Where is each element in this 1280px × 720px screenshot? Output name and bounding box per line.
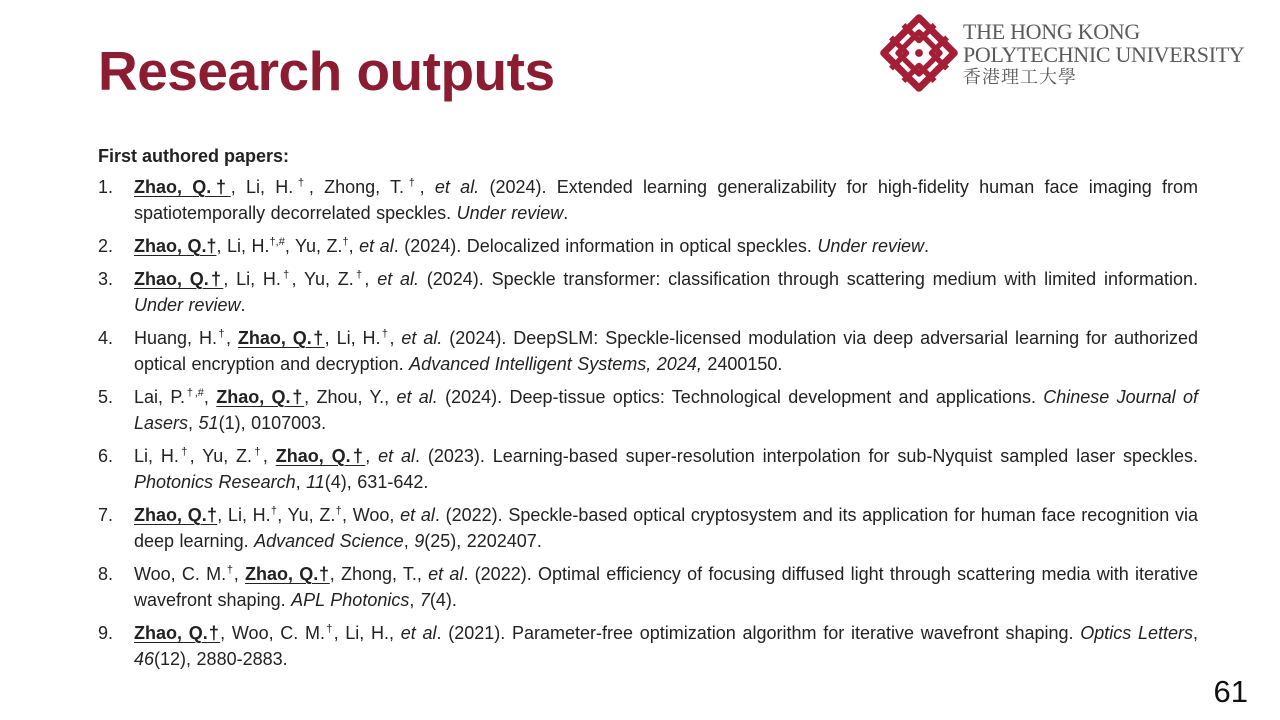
citation-text: . (240, 295, 246, 315)
citation-text: . (2023). Learning-based super-resolution interpolation for sub-Nyquist sampled laser speckles. (415, 446, 1199, 466)
affiliation-mark: † (226, 564, 234, 576)
reference-number: 3. (98, 269, 114, 289)
italic-text: 51 (198, 413, 219, 433)
citation-text: , (364, 269, 378, 289)
affiliation-mark: † (380, 328, 390, 340)
section-heading: First authored papers: (98, 146, 290, 166)
reference-text (134, 443, 1198, 495)
citation-text: , Yu, Z. (284, 236, 343, 256)
reference-number: 6. (98, 446, 114, 466)
highlighted-author: Zhao, Q.† (245, 564, 330, 584)
citation-text: , (233, 564, 245, 584)
reference-item (98, 266, 1198, 318)
italic-text: APL Photonics (291, 590, 410, 610)
logo-line-2: POLYTECHNIC UNIVERSITY (963, 42, 1245, 67)
citation-text: , Li, H. (230, 177, 294, 197)
italic-text: Under review (456, 203, 564, 223)
reference-item (98, 502, 1198, 554)
citation-text: . (923, 236, 929, 256)
page-number: 61 (1213, 674, 1248, 709)
citation-text: (4), 631-642. (324, 472, 429, 492)
logo-line-1: THE HONG KONG (963, 19, 1140, 44)
reference-text (134, 561, 1198, 613)
reference-number: 2. (98, 236, 114, 256)
italic-text: 7 (419, 590, 430, 610)
highlighted-author: Zhao, Q.† (134, 236, 217, 256)
affiliation-mark: † (280, 269, 292, 281)
reference-text (134, 174, 1198, 226)
italic-text: Chinese Journal of Lasers (134, 387, 1198, 433)
highlighted-author: Zhao, Q.† (134, 177, 231, 197)
logo-line-3: 香港理工大學 (963, 67, 1077, 88)
citation-text: (2024). DeepSLM: Speckle-licensed modulation via deep adversarial learning for authorized optical encryption and decryption. (134, 328, 1199, 374)
affiliation-mark: † (404, 177, 420, 189)
affiliation-mark: † (325, 623, 334, 635)
citation-text: , Li, H. (216, 236, 270, 256)
affiliation-mark: † (270, 505, 278, 517)
italic-text: Photonics Research (134, 472, 296, 492)
citation-text: Huang, H. (134, 328, 217, 348)
reference-text (134, 233, 1198, 259)
reference-item (98, 384, 1198, 436)
citation-text: (12), 2880-2883. (154, 649, 288, 669)
citation-text: , Woo, C. M. (220, 623, 326, 643)
highlighted-author: Zhao, Q.† (216, 387, 305, 407)
citation-text: , Zhou, Y., (304, 387, 397, 407)
italic-text: et al (400, 505, 435, 525)
reference-number: 7. (98, 505, 114, 525)
reference-list (98, 174, 1198, 672)
reference-text (134, 620, 1198, 672)
citation-text: , (188, 413, 199, 433)
citation-text: , Yu, Z. (291, 269, 354, 289)
highlighted-author: Zhao, Q.† (275, 446, 366, 466)
citation-text: , (409, 590, 420, 610)
citation-text: (2024). Deep-tissue optics: Technological development and applications. (437, 387, 1044, 407)
highlighted-author: Zhao, Q.† (237, 328, 325, 348)
reference-number: 1. (98, 177, 114, 197)
citation-text: , (225, 328, 238, 348)
citation-text: (25), 2202407. (424, 531, 542, 551)
citation-text: Woo, C. M. (134, 564, 227, 584)
reference-item (98, 561, 1198, 613)
reference-text (134, 384, 1198, 436)
citation-text: , Zhong, T., (329, 564, 429, 584)
citation-text: Lai, P. (134, 387, 186, 407)
page-title: Research outputs (98, 40, 555, 102)
italic-text: et al. (434, 177, 480, 197)
affiliation-mark: † (342, 236, 349, 248)
affiliation-mark: † (353, 269, 365, 281)
reference-text (134, 502, 1198, 554)
reference-item (98, 233, 1198, 259)
citation-text: , (389, 328, 402, 348)
reference-number: 4. (98, 328, 114, 348)
reference-item (98, 174, 1198, 226)
citation-text: . (2021). Parameter-free optimization algorithm for iterative wavefront shaping. (436, 623, 1081, 643)
affiliation-mark: †,# (269, 236, 285, 248)
highlighted-author: Zhao, Q.† (134, 623, 221, 643)
highlighted-author: Zhao, Q.† (134, 269, 224, 289)
citation-text: . (2024). Delocalized information in optical speckles. (393, 236, 818, 256)
italic-text: Optics Letters (1080, 623, 1194, 643)
citation-text: , (203, 387, 217, 407)
citation-text: (2024). Speckle transformer: classification through scattering medium with limited information. (419, 269, 1198, 289)
citation-text: , (295, 472, 307, 492)
citation-text: . (563, 203, 569, 223)
italic-text: et al. (401, 328, 443, 348)
affiliation-mark: † (252, 446, 263, 458)
citation-text: , Zhong, T. (308, 177, 405, 197)
affiliation-mark: †,# (185, 387, 204, 399)
citation-text: , Woo, (341, 505, 401, 525)
citation-text: , (262, 446, 276, 466)
italic-text: 11 (306, 472, 325, 492)
citation-text: , Li, H. (223, 269, 281, 289)
highlighted-author: Zhao, Q.† (134, 505, 218, 525)
italic-text: Under review (134, 295, 241, 315)
affiliation-mark: † (293, 177, 309, 189)
citation-text: , Yu, Z. (277, 505, 336, 525)
polyu-logo-icon (880, 14, 958, 92)
reference-number: 5. (98, 387, 114, 407)
italic-text: 46 (134, 649, 155, 669)
citation-text: , (1193, 623, 1199, 643)
publications-section (98, 143, 1198, 679)
citation-text: 2400150. (701, 354, 783, 374)
reference-item (98, 620, 1198, 672)
italic-text: et al. (377, 269, 419, 289)
reference-item (98, 325, 1198, 377)
italic-text: et al (378, 446, 416, 466)
citation-text: , Li, H. (217, 505, 271, 525)
citation-text: , Yu, Z. (189, 446, 253, 466)
reference-text (134, 266, 1198, 318)
reference-number: 8. (98, 564, 114, 584)
citation-text: (4). (429, 590, 457, 610)
italic-text: Under review (817, 236, 924, 256)
italic-text: Advanced Intelligent Systems, 2024, (409, 354, 702, 374)
italic-text: et al (428, 564, 464, 584)
affiliation-mark: † (216, 328, 226, 340)
citation-text: . (2022). Speckle-based optical cryptosystem and its application for human face recognition via deep learning. (134, 505, 1199, 551)
reference-item (98, 443, 1198, 495)
citation-text: , (348, 236, 360, 256)
reference-number: 9. (98, 623, 114, 643)
affiliation-mark: † (335, 505, 342, 517)
university-logo (880, 14, 1275, 94)
affiliation-mark: † (178, 446, 190, 458)
italic-text: et al. (396, 387, 438, 407)
citation-text: (2024). Extended learning generalizability for high-fidelity human face imaging from spatiotemporally decorrelated speckles. (134, 177, 1198, 223)
citation-text: (1), 0107003. (218, 413, 327, 433)
italic-text: 9 (414, 531, 425, 551)
citation-text: , (365, 446, 379, 466)
italic-text: Advanced Science (254, 531, 404, 551)
reference-text (134, 325, 1198, 377)
citation-text: Li, H. (134, 446, 179, 466)
citation-text: . (2022). Optimal efficiency of focusing diffused light through scattering media with iterative wavefront shaping. (134, 564, 1198, 610)
italic-text: et al (400, 623, 437, 643)
citation-text: , (403, 531, 415, 551)
citation-text: , (419, 177, 435, 197)
italic-text: et al (359, 236, 394, 256)
citation-text: , Li, H., (333, 623, 401, 643)
citation-text: , Li, H. (324, 328, 381, 348)
